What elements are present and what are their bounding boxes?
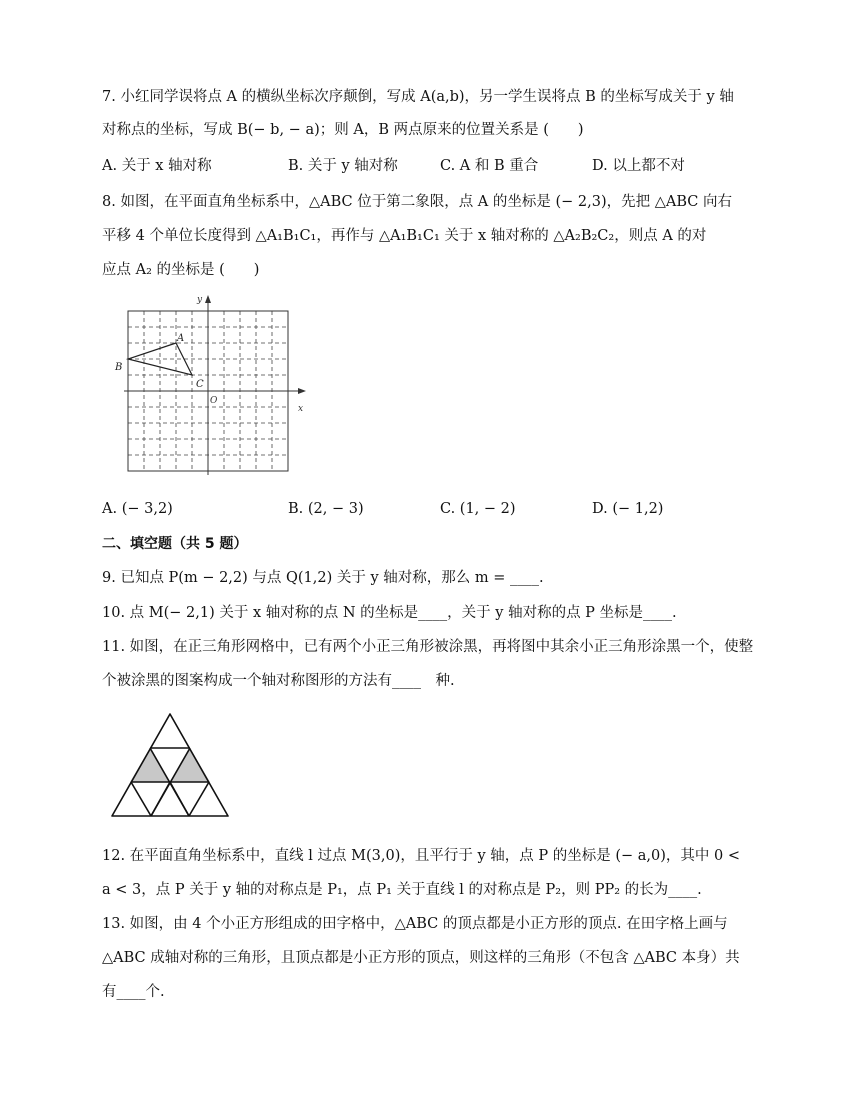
q7-line-1: 7. 小红同学误将点 A 的横纵坐标次序颠倒，写成 A(a,b)，另一学生误将点 B 的坐标写成关于 y 轴 [102, 89, 734, 105]
q8-option-d[interactable]: D. (− 1,2) [592, 501, 664, 517]
section-2-title: 二、填空题（共 5 题） [102, 536, 248, 552]
q8-option-b[interactable]: B. (2, − 3) [288, 501, 364, 517]
y-axis-arrow-icon [205, 295, 211, 303]
x-axis-arrow-icon [298, 388, 306, 394]
q8-coordinate-figure [110, 290, 330, 480]
q7-option-b[interactable]: B. 关于 y 轴对称 [288, 158, 398, 174]
point-a-label: A [177, 333, 185, 344]
q9-text: 9. 已知点 P(m − 2,2) 与点 Q(1,2) 关于 y 轴对称，那么 m = ____. [102, 570, 544, 586]
q8-option-a[interactable]: A. (− 3,2) [102, 501, 173, 517]
q7-option-d[interactable]: D. 以上都不对 [592, 158, 685, 174]
q11-line-2: 个被涂黑的图案构成一个轴对称图形的方法有____ 种. [102, 673, 455, 689]
q12-line-1: 12. 在平面直角坐标系中，直线 l 过点 M(3,0)，且平行于 y 轴，点 P 的坐标是 (− a,0)，其中 0 < [102, 848, 740, 864]
y-axis-label: y [197, 295, 203, 305]
q8-line-3: 应点 A₂ 的坐标是 ( ) [102, 262, 260, 278]
q7-option-c[interactable]: C. A 和 B 重合 [440, 158, 539, 174]
q13-line-2: △ABC 成轴对称的三角形，且顶点都是小正方形的顶点，则这样的三角形（不包含 △ABC 本身）共 [102, 950, 740, 966]
q12-line-2: a < 3，点 P 关于 y 轴的对称点是 P₁，点 P₁ 关于直线 l 的对称点是 P₂，则 PP₂ 的长为____. [102, 882, 702, 898]
q8-option-c[interactable]: C. (1, − 2) [440, 501, 516, 517]
q7-option-a[interactable]: A. 关于 x 轴对称 [102, 158, 212, 174]
shaded-triangles [130, 748, 210, 782]
point-c-label: C [196, 379, 204, 390]
point-b-label: B [115, 362, 123, 373]
q13-line-1: 13. 如图，由 4 个小正方形组成的田字格中，△ABC 的顶点都是小正方形的顶点. 在田字格上画与 [102, 916, 728, 932]
triangle-grid-lines [112, 714, 228, 816]
q13-line-3: 有____个. [102, 984, 165, 1000]
q11-line-1: 11. 如图，在正三角形网格中，已有两个小正三角形被涂黑，再将图中其余小正三角形涂黑一个，使整 [102, 639, 754, 655]
origin-label: O [210, 396, 218, 406]
q10-text: 10. 点 M(− 2,1) 关于 x 轴对称的点 N 的坐标是____，关于 y 轴对称的点 P 坐标是____. [102, 605, 677, 621]
q8-line-1: 8. 如图，在平面直角坐标系中，△ABC 位于第二象限，点 A 的坐标是 (− 2,3)，先把 △ABC 向右 [102, 194, 732, 210]
q11-triangle-grid-figure [110, 712, 250, 822]
q8-line-2: 平移 4 个单位长度得到 △A₁B₁C₁，再作与 △A₁B₁C₁ 关于 x 轴对称的 △A₂B₂C₂，则点 A 的对 [102, 228, 707, 244]
x-axis-label: x [298, 404, 304, 414]
q7-line-2: 对称点的坐标，写成 B(− b, − a)；则 A，B 两点原来的位置关系是 ( ) [102, 122, 584, 138]
